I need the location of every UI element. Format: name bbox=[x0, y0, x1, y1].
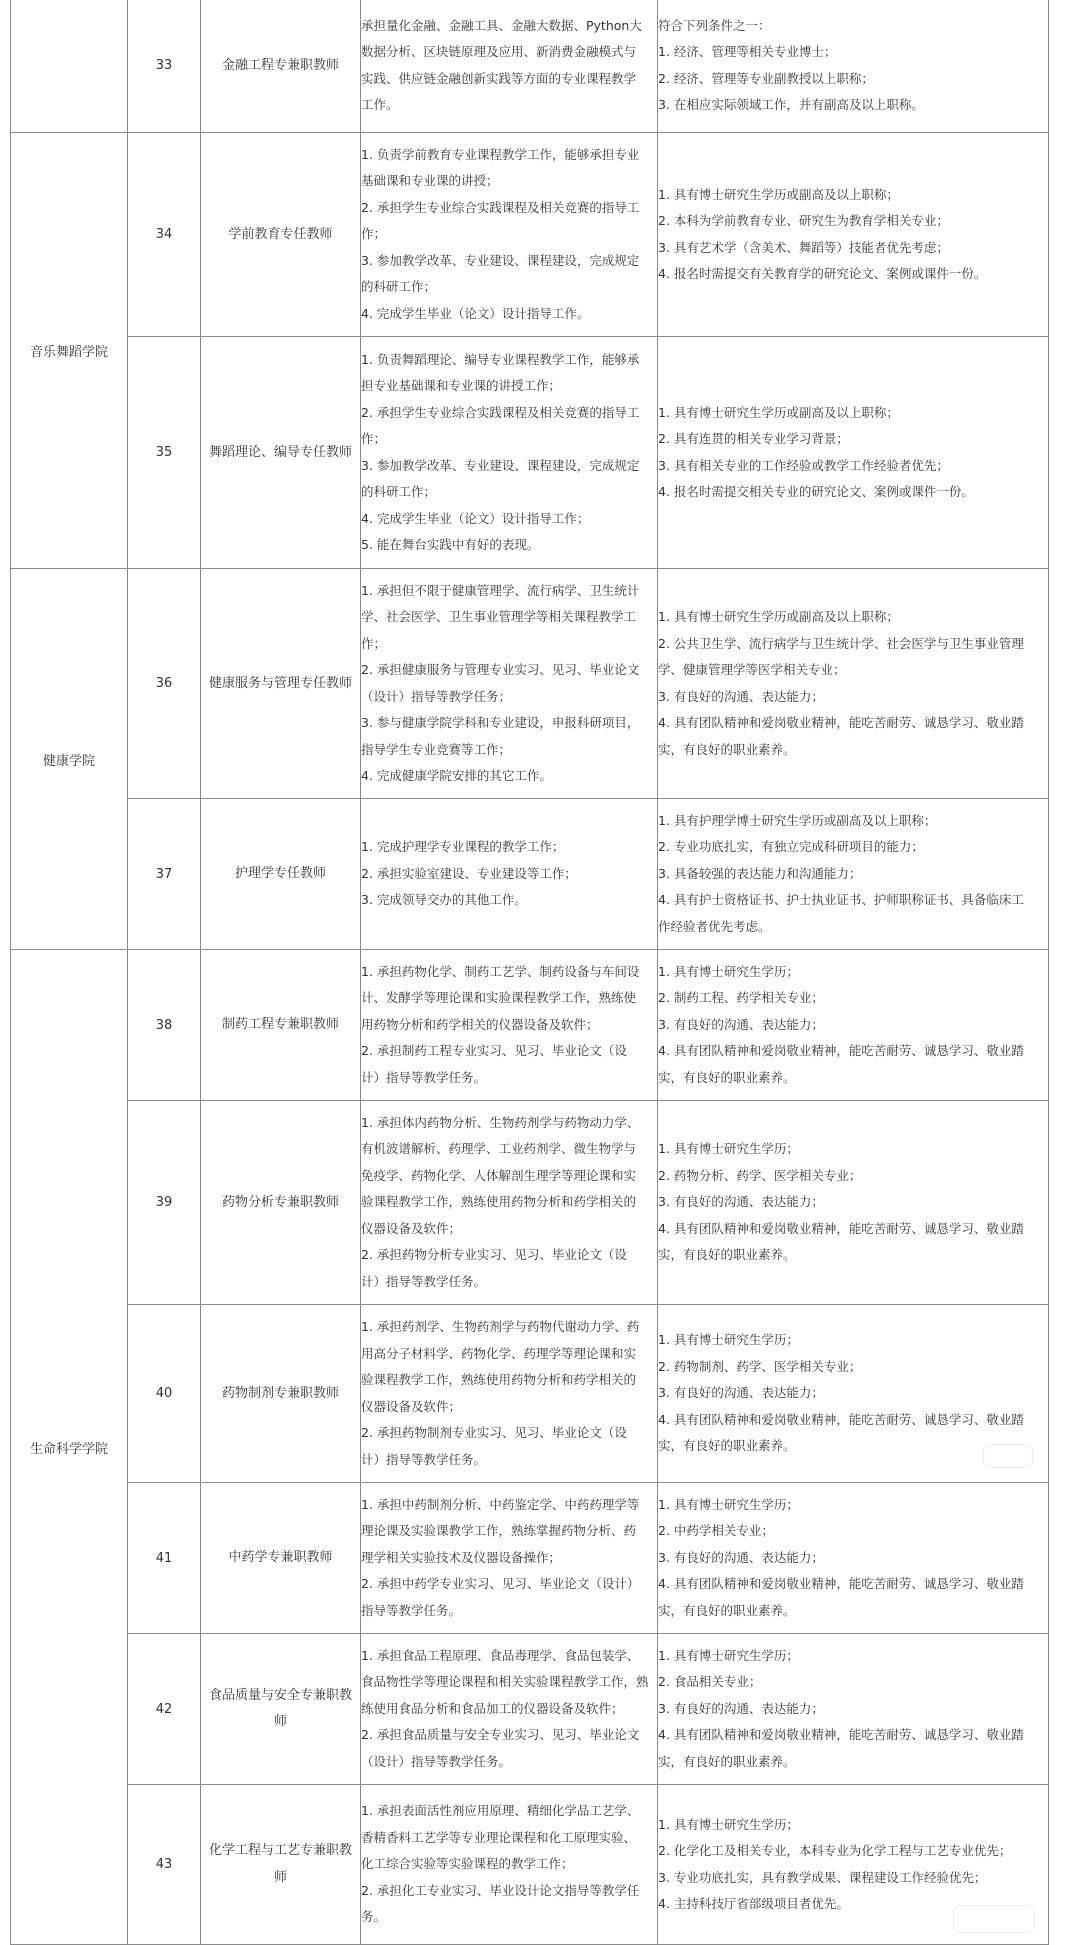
requirements-cell bbox=[658, 337, 1049, 569]
requirement-line: 3. 有良好的沟通、表达能力； bbox=[658, 1700, 824, 1716]
duty-line: （设计）指导等教学任务。 bbox=[361, 1753, 512, 1769]
requirement-line: 1. 具有博士研究生学历； bbox=[658, 1496, 799, 1512]
duty-line: 实践、供应链金融创新实践等方面的专业课程教学 bbox=[361, 70, 637, 86]
duties-cell bbox=[361, 1483, 658, 1634]
position-number: 33 bbox=[128, 0, 201, 133]
position-title: 中药学专兼职教师 bbox=[201, 1483, 361, 1634]
requirement-line: 作经验者优先考虑。 bbox=[658, 918, 771, 934]
requirement-line: 符合下列条件之一： bbox=[658, 17, 771, 33]
duty-line: 3. 参加教学改革、专业建设、课程建设，完成规定 bbox=[361, 457, 640, 473]
duty-line: 2. 承担药物分析专业实习、见习、毕业论文（设 bbox=[361, 1247, 627, 1263]
requirement-line: 3. 专业功底扎实，具有教学成果、课程建设工作经验优先； bbox=[658, 1869, 987, 1885]
duty-line: 仪器设备及软件； bbox=[361, 1398, 462, 1414]
requirement-line: 2. 药物制剂、药学、医学相关专业； bbox=[658, 1358, 862, 1374]
duty-line: 2. 承担药物制剂专业实习、见习、毕业论文（设 bbox=[361, 1425, 627, 1440]
requirement-line: 2. 专业功底扎实，有独立完成科研项目的能力； bbox=[658, 839, 924, 855]
duty-line: 5. 能在舞台实践中有好的表现。 bbox=[361, 537, 540, 552]
position-number: 39 bbox=[128, 1101, 201, 1305]
college-cell: 音乐舞蹈学院 bbox=[11, 133, 128, 569]
requirement-line: 1. 具有博士研究生学历或副高及以上职称； bbox=[658, 609, 899, 624]
requirements-cell bbox=[658, 1634, 1049, 1785]
position-title: 舞蹈理论、编导专任教师 bbox=[201, 337, 361, 569]
duty-line: 香精香料工艺学等专业理论课程和化工原理实验、 bbox=[361, 1829, 637, 1845]
duty-line: 1. 承担药剂学、生物药剂学与药物代谢动力学、药 bbox=[361, 1319, 640, 1334]
requirement-line: 4. 具有团队精神和爱岗敬业精神，能吃苦耐劳、诚恳学习、敬业踏 bbox=[658, 1043, 1024, 1059]
requirement-line: 2. 本科为学前教育专业、研究生为教育学相关专业； bbox=[658, 213, 949, 228]
requirement-line: 2. 食品相关专业； bbox=[658, 1674, 762, 1690]
duty-line: 仪器设备及软件； bbox=[361, 1220, 462, 1236]
requirement-line: 2. 中药学相关专业； bbox=[658, 1523, 774, 1539]
requirement-line: 实，有良好的职业素养。 bbox=[658, 1602, 796, 1618]
requirement-line: 3. 有良好的沟通、表达能力； bbox=[658, 688, 824, 704]
duties-cell bbox=[361, 133, 658, 337]
duty-line: 计）指导等教学任务。 bbox=[361, 1069, 487, 1085]
duty-line: 1. 承担食品工程原理、食品毒理学、食品包装学、 bbox=[361, 1647, 640, 1663]
requirements-cell bbox=[658, 799, 1049, 950]
duty-line: 2. 承担实验室建设、专业建设等工作； bbox=[361, 865, 577, 881]
duty-line: 的科研工作； bbox=[361, 484, 437, 499]
duty-line: 2. 承担食品质量与安全专业实习、见习、毕业论文 bbox=[361, 1727, 640, 1743]
duty-line: 学、社会医学、卫生事业管理学等相关课程教学工 bbox=[361, 609, 637, 624]
requirements-cell bbox=[658, 1483, 1049, 1634]
requirement-line: 2. 经济、管理等专业副教授以上职称； bbox=[658, 70, 874, 86]
back-to-top-button[interactable] bbox=[983, 1444, 1033, 1468]
requirement-line: 3. 有良好的沟通、表达能力； bbox=[658, 1194, 824, 1210]
requirement-line: 实，有良好的职业素养。 bbox=[658, 1247, 796, 1263]
duty-line: 4. 完成学生毕业（论文）设计指导工作。 bbox=[361, 305, 590, 321]
requirement-line: 3. 有良好的沟通、表达能力； bbox=[658, 1016, 824, 1032]
duty-line: 基础课和专业课的讲授； bbox=[361, 173, 499, 189]
college-cell: 健康学院 bbox=[11, 569, 128, 950]
duty-line: 数据分析、区块链原理及应用、新消费金融模式与 bbox=[361, 44, 637, 59]
duties-cell bbox=[361, 569, 658, 799]
duty-line: 担专业基础课和专业课的讲授工作； bbox=[361, 378, 562, 393]
position-title-line: 师 bbox=[273, 1714, 287, 1729]
table-row bbox=[11, 1305, 1049, 1483]
requirement-line: 学、健康管理学等医学相关专业； bbox=[658, 662, 846, 677]
position-table-body bbox=[11, 0, 1049, 1945]
duty-line: 4. 完成学生毕业（论文）设计指导工作； bbox=[361, 510, 590, 526]
duty-line: （设计）指导等教学任务； bbox=[361, 688, 512, 704]
duty-line: 3. 参加教学改革、专业建设、课程建设，完成规定 bbox=[361, 252, 640, 268]
duty-line: 计）指导等教学任务。 bbox=[361, 1451, 487, 1467]
position-number: 36 bbox=[128, 569, 201, 799]
table-row bbox=[11, 950, 1049, 1101]
requirements-cell bbox=[658, 0, 1049, 133]
position-title-line: 化学工程与工艺专兼职教 bbox=[208, 1843, 352, 1858]
requirement-line: 3. 具有相关专业的工作经验或教学工作经验者优先； bbox=[658, 457, 949, 473]
requirement-line: 实，有良好的职业素养。 bbox=[658, 741, 796, 757]
requirement-line: 4. 具有团队精神和爱岗敬业精神，能吃苦耐劳、诚恳学习、敬业踏 bbox=[658, 1411, 1024, 1427]
requirements-cell bbox=[658, 569, 1049, 799]
duty-line: 2. 承担学生专业综合实践课程及相关竞赛的指导工 bbox=[361, 404, 640, 420]
requirement-line: 4. 报名时需提交有关教育学的研究论文、案例或课件一份。 bbox=[658, 266, 987, 281]
duty-line: 1. 负责学前教育专业课程教学工作，能够承担专业 bbox=[361, 146, 640, 162]
requirement-line: 4. 具有护士资格证书、护士执业证书、护师职称证书、具备临床工 bbox=[658, 892, 1024, 908]
table-row bbox=[11, 1785, 1049, 1945]
requirements-cell bbox=[658, 133, 1049, 337]
duty-line: 免疫学、药物化学、人体解剖生理学等理论课和实 bbox=[361, 1167, 637, 1183]
duty-line: 2. 承担制药工程专业实习、见习、毕业论文（设 bbox=[361, 1043, 627, 1059]
position-title: 金融工程专兼职教师 bbox=[201, 0, 361, 133]
requirement-line: 4. 具有团队精神和爱岗敬业精神，能吃苦耐劳、诚恳学习、敬业踏 bbox=[658, 715, 1024, 730]
duty-line: 用高分子材料学、药物化学、药理学等理论课和实 bbox=[361, 1345, 637, 1361]
duty-line: 作； bbox=[361, 226, 387, 242]
duty-line: 用药物分析和药学相关的仪器设备及软件； bbox=[361, 1016, 599, 1032]
requirement-line: 4. 报名时需提交相关专业的研究论文、案例或课件一份。 bbox=[658, 484, 974, 499]
position-title: 学前教育专任教师 bbox=[201, 133, 361, 337]
college-cell bbox=[11, 0, 128, 133]
requirement-line: 1. 具有博士研究生学历； bbox=[658, 963, 799, 979]
duty-line: 1. 承担表面活性剂应用原理、精细化学品工艺学、 bbox=[361, 1803, 640, 1819]
duty-line: 2. 承担化工专业实习、毕业设计论文指导等教学任 bbox=[361, 1882, 640, 1898]
duty-line: 计、发酵学等理论课和实验课程教学工作，熟练使 bbox=[361, 990, 637, 1006]
position-title: 健康服务与管理专任教师 bbox=[201, 569, 361, 799]
requirement-line: 1. 具有博士研究生学历或副高及以上职称； bbox=[658, 404, 899, 420]
requirement-line: 3. 在相应实际领域工作，并有副高及以上职称。 bbox=[658, 97, 924, 112]
requirement-line: 4. 具有团队精神和爱岗敬业精神，能吃苦耐劳、诚恳学习、敬业踏 bbox=[658, 1576, 1024, 1592]
duty-line: 有机波谱解析、药理学、工业药剂学、微生物学与 bbox=[361, 1141, 637, 1157]
position-number: 41 bbox=[128, 1483, 201, 1634]
duty-line: 2. 承担中药学专业实习、见习、毕业论文（设计） bbox=[361, 1576, 640, 1592]
position-number: 37 bbox=[128, 799, 201, 950]
position-number: 40 bbox=[128, 1305, 201, 1483]
duties-cell bbox=[361, 1305, 658, 1483]
duty-line: 2. 承担学生专业综合实践课程及相关竞赛的指导工 bbox=[361, 199, 640, 215]
duty-line: 指导学生专业竞赛等工作； bbox=[361, 741, 512, 757]
requirements-cell bbox=[658, 1101, 1049, 1305]
position-title: 制药工程专兼职教师 bbox=[201, 950, 361, 1101]
table-row bbox=[11, 1483, 1049, 1634]
duties-cell bbox=[361, 1101, 658, 1305]
duty-line: 指导等教学任务。 bbox=[361, 1602, 462, 1618]
requirement-line: 2. 化学化工及相关专业，本科专业为化学工程与工艺专业优先； bbox=[658, 1843, 1012, 1858]
duties-cell bbox=[361, 0, 658, 133]
duty-line: 工作。 bbox=[361, 97, 399, 112]
duty-line: 承担量化金融、金融工具、金融大数据、Python大 bbox=[361, 17, 642, 33]
requirement-line: 实，有良好的职业素养。 bbox=[658, 1753, 796, 1769]
duty-line: 作； bbox=[361, 431, 387, 446]
requirement-line: 实，有良好的职业素养。 bbox=[658, 1069, 796, 1085]
duty-line: 食品物性学等理论课程和相关实验课程教学工作，熟 bbox=[361, 1674, 649, 1690]
requirement-line: 1. 具有博士研究生学历或副高及以上职称； bbox=[658, 186, 899, 202]
duty-line: 理论课及实验课教学工作，熟练掌握药物分析、药 bbox=[361, 1523, 637, 1539]
duties-cell bbox=[361, 950, 658, 1101]
duty-line: 1. 承担中药制剂分析、中药鉴定学、中药药理学等 bbox=[361, 1496, 640, 1512]
duty-line: 3. 参与健康学院学科和专业建设，申报科研项目， bbox=[361, 715, 640, 730]
duty-line: 练使用食品分析和食品加工的仪器设备及软件； bbox=[361, 1700, 624, 1716]
requirement-line: 4. 主持科技厅省部级项目者优先。 bbox=[658, 1896, 849, 1911]
position-title-line: 师 bbox=[273, 1869, 287, 1885]
position-number: 43 bbox=[128, 1785, 201, 1945]
duty-line: 务。 bbox=[361, 1909, 387, 1925]
duty-line: 2. 承担健康服务与管理专业实习、见习、毕业论文 bbox=[361, 662, 640, 677]
floating-toolbar-button[interactable] bbox=[953, 1905, 1035, 1933]
duty-line: 4. 完成健康学院安排的其它工作。 bbox=[361, 768, 552, 783]
position-title: 药物制剂专兼职教师 bbox=[201, 1305, 361, 1483]
table-row bbox=[11, 1101, 1049, 1305]
requirement-line: 4. 具有团队精神和爱岗敬业精神，能吃苦耐劳、诚恳学习、敬业踏 bbox=[658, 1220, 1024, 1236]
duties-cell bbox=[361, 1785, 658, 1945]
duty-line: 作； bbox=[361, 635, 387, 651]
requirement-line: 1. 具有护理学博士研究生学历或副高及以上职称； bbox=[658, 812, 937, 828]
duties-cell bbox=[361, 799, 658, 950]
requirement-line: 1. 具有博士研究生学历； bbox=[658, 1647, 799, 1663]
duty-line: 1. 承担药物化学、制药工艺学、制药设备与车间设 bbox=[361, 963, 640, 979]
requirement-line: 3. 有良好的沟通、表达能力； bbox=[658, 1385, 824, 1401]
requirement-line: 4. 具有团队精神和爱岗敬业精神，能吃苦耐劳、诚恳学习、敬业踏 bbox=[658, 1727, 1024, 1743]
requirement-line: 3. 具有艺术学（含美术、舞蹈等）技能者优先考虑； bbox=[658, 239, 949, 255]
requirements-cell bbox=[658, 950, 1049, 1101]
duty-line: 验课程教学工作，熟练使用药物分析和药学相关的 bbox=[361, 1194, 637, 1210]
table-row bbox=[11, 1634, 1049, 1785]
position-title bbox=[201, 1634, 361, 1785]
requirement-line: 1. 具有博士研究生学历； bbox=[658, 1141, 799, 1157]
requirement-line: 1. 经济、管理等相关专业博士； bbox=[658, 44, 837, 59]
table-row bbox=[11, 0, 1049, 133]
duty-line: 计）指导等教学任务。 bbox=[361, 1273, 487, 1289]
requirement-line: 3. 具备较强的表达能力和沟通能力； bbox=[658, 865, 862, 881]
requirement-line: 实，有良好的职业素养。 bbox=[658, 1438, 796, 1454]
duty-line: 3. 完成领导交办的其他工作。 bbox=[361, 892, 527, 908]
position-number: 34 bbox=[128, 133, 201, 337]
duty-line: 1. 承担体内药物分析、生物药剂学与药物动力学、 bbox=[361, 1114, 640, 1130]
table-row bbox=[11, 799, 1049, 950]
position-title bbox=[201, 1785, 361, 1945]
table-row bbox=[11, 337, 1049, 569]
position-title: 药物分析专兼职教师 bbox=[201, 1101, 361, 1305]
position-title-line: 食品质量与安全专兼职教 bbox=[208, 1687, 352, 1703]
duties-cell bbox=[361, 337, 658, 569]
position-number: 42 bbox=[128, 1634, 201, 1785]
duty-line: 验课程教学工作，熟练使用药物分析和药学相关的 bbox=[361, 1372, 637, 1387]
requirement-line: 1. 具有博士研究生学历； bbox=[658, 1332, 799, 1348]
duty-line: 的科研工作； bbox=[361, 279, 437, 295]
requirement-line: 2. 制药工程、药学相关专业； bbox=[658, 990, 824, 1006]
requirement-line: 2. 公共卫生学、流行病学与卫生统计学、社会医学与卫生事业管理 bbox=[658, 635, 1024, 651]
requirement-line: 3. 有良好的沟通、表达能力； bbox=[658, 1549, 824, 1565]
table-row bbox=[11, 133, 1049, 337]
duty-line: 1. 完成护理学专业课程的教学工作； bbox=[361, 839, 565, 855]
requirement-line: 1. 具有博士研究生学历； bbox=[658, 1816, 799, 1832]
college-cell: 生命科学学院 bbox=[11, 950, 128, 1945]
duty-line: 化工综合实验等实验课程的教学工作； bbox=[361, 1856, 574, 1872]
table-row bbox=[11, 569, 1049, 799]
duty-line: 理学相关实验技术及仪器设备操作； bbox=[361, 1549, 562, 1565]
requirement-line: 2. 具有连贯的相关专业学习背景； bbox=[658, 431, 849, 446]
duties-cell bbox=[361, 1634, 658, 1785]
requirement-line: 2. 药物分析、药学、医学相关专业； bbox=[658, 1167, 862, 1183]
duty-line: 1. 承担但不限于健康管理学、流行病学、卫生统计 bbox=[361, 582, 640, 598]
position-number: 38 bbox=[128, 950, 201, 1101]
position-number: 35 bbox=[128, 337, 201, 569]
duty-line: 1. 负责舞蹈理论、编导专业课程教学工作，能够承 bbox=[361, 351, 640, 367]
position-table bbox=[10, 0, 1049, 1945]
position-title: 护理学专任教师 bbox=[201, 799, 361, 950]
